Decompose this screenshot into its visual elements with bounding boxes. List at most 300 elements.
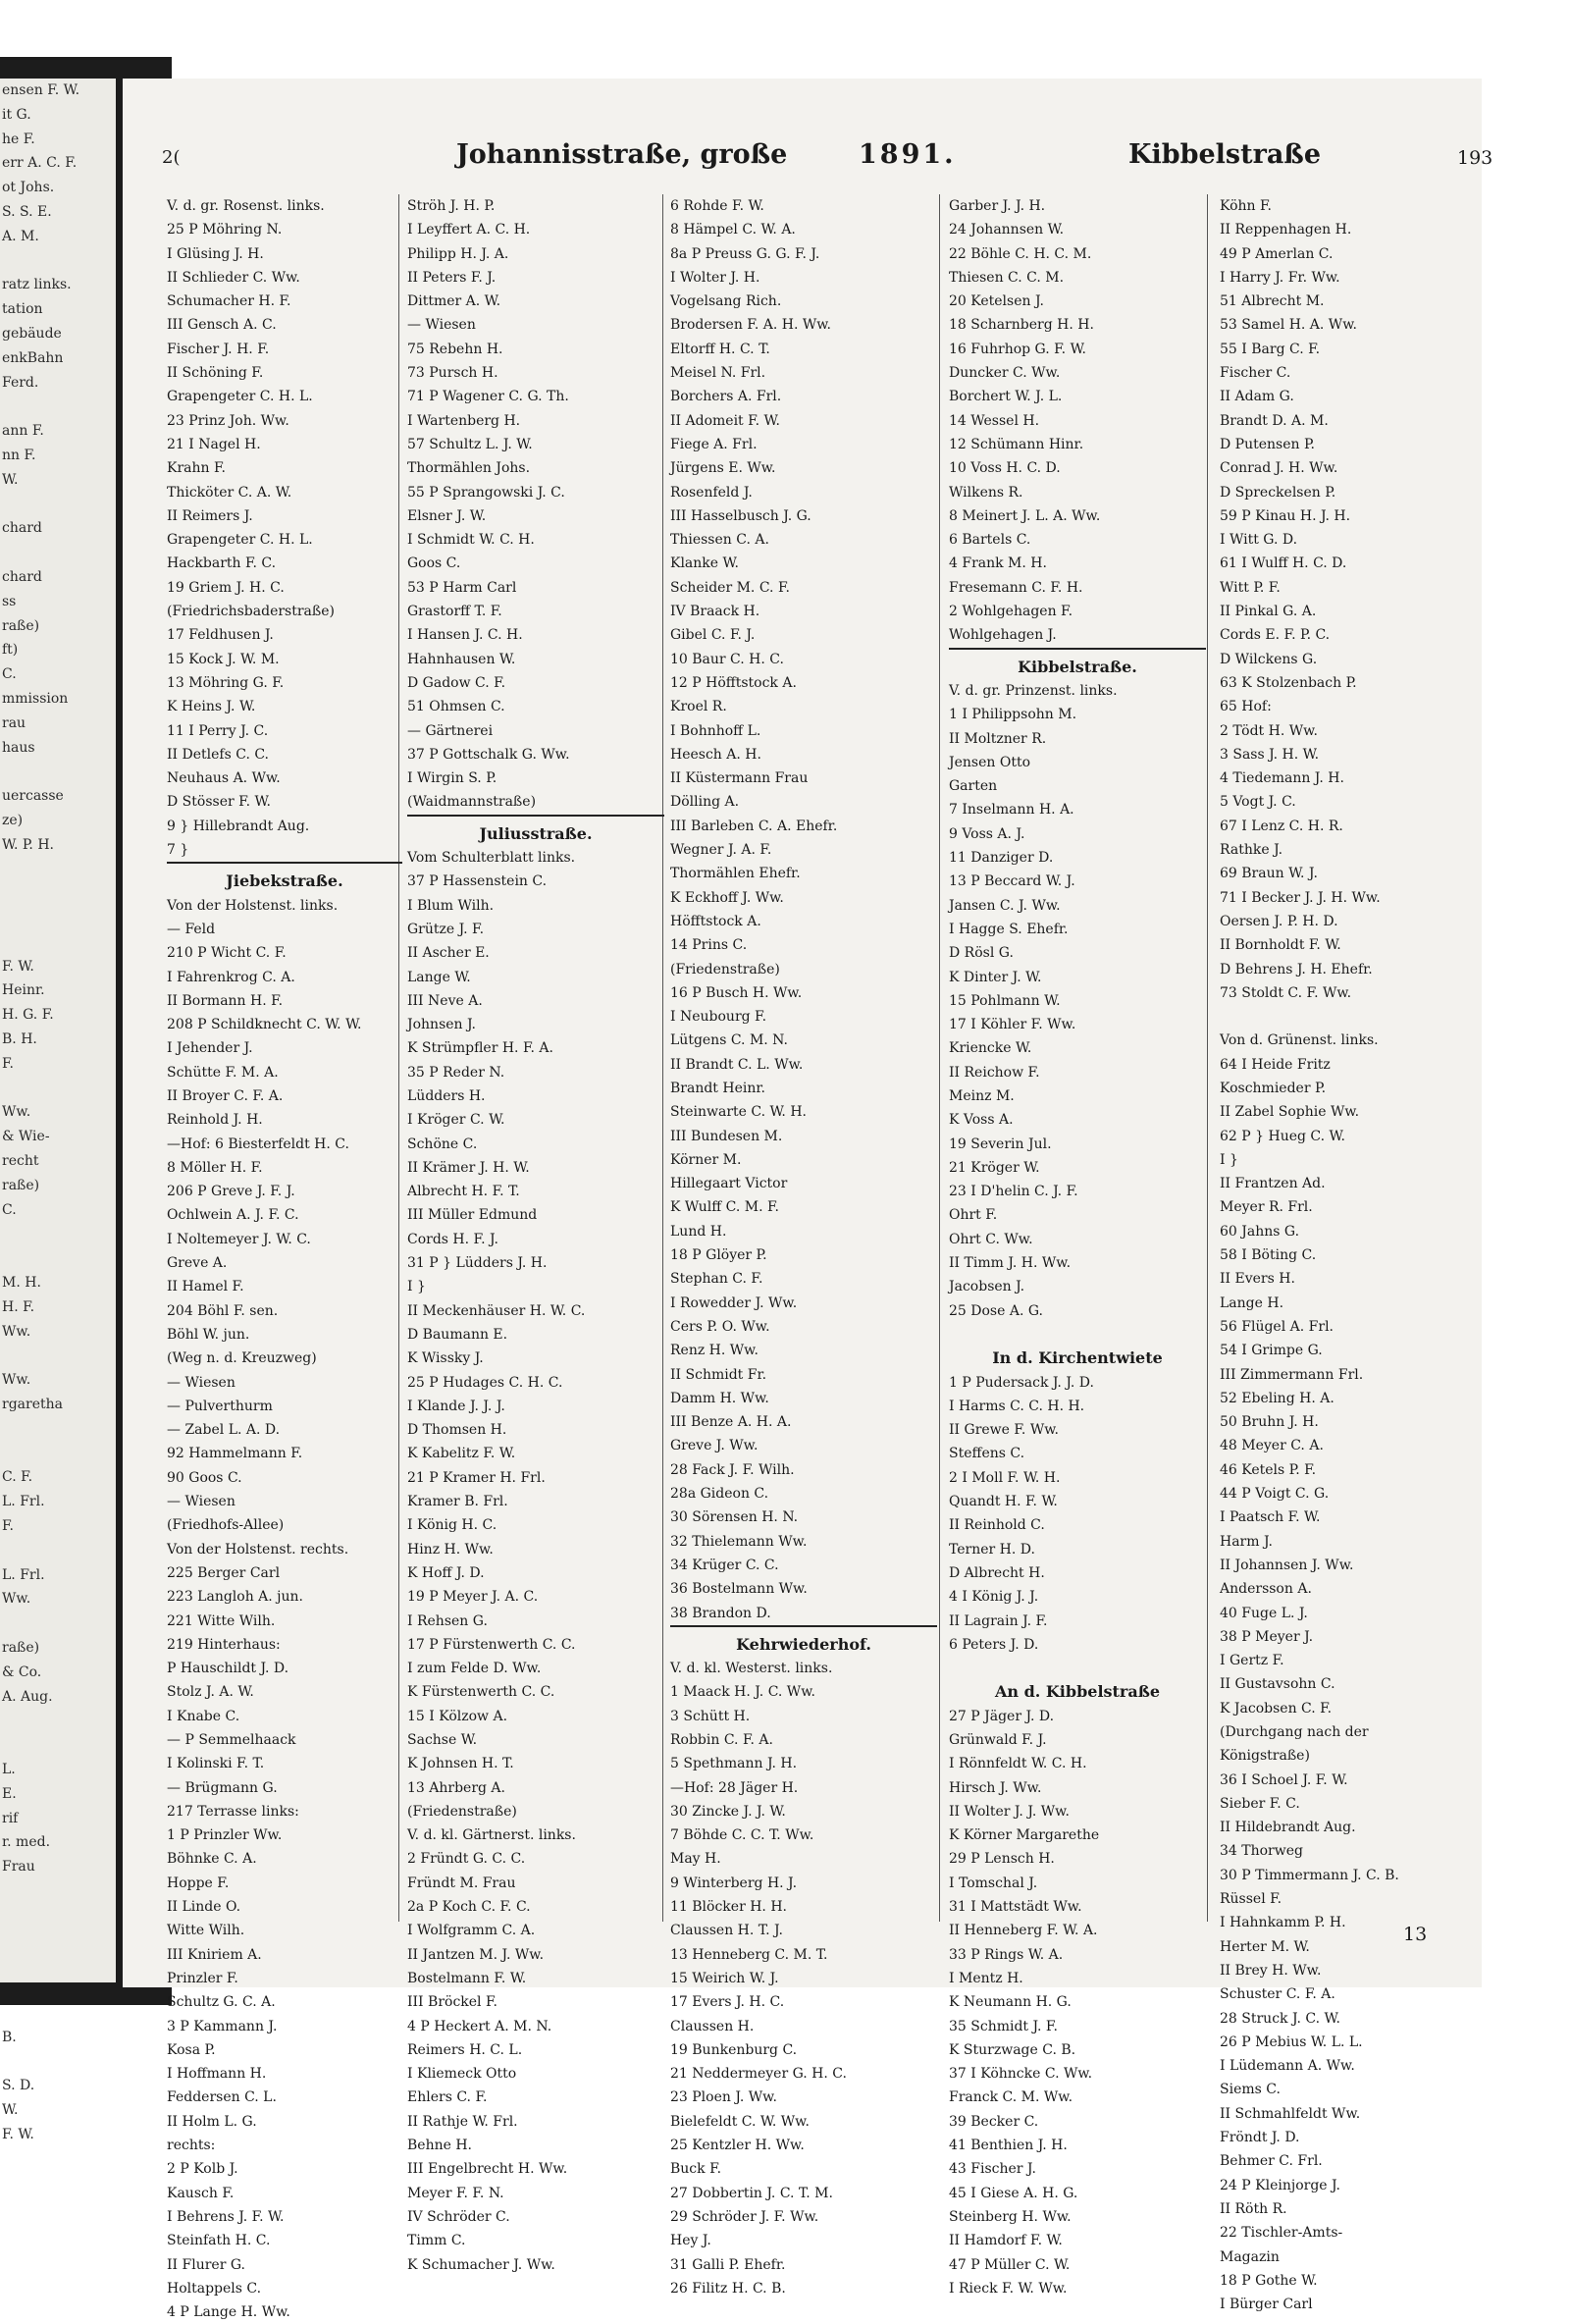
- directory-entry: 208 P Schildknecht C. W. W.: [167, 1017, 362, 1033]
- directory-entry: 49 P Amerlan C.: [1220, 245, 1334, 262]
- directory-entry: 2 Fründt G. C. C.: [407, 1851, 526, 1868]
- directory-entry: I Hansen J. C. H.: [407, 627, 523, 644]
- directory-entry: Buck F.: [670, 2161, 722, 2178]
- directory-entry: 25 Kentzler H. Ww.: [670, 2138, 805, 2154]
- prev-page-line: [0, 1977, 116, 2001]
- directory-entry: III Hasselbusch J. G.: [670, 507, 811, 524]
- directory-entry: Lange W.: [407, 969, 471, 985]
- directory-entry: 29 Schröder J. F. Ww.: [670, 2208, 819, 2225]
- directory-entry: Fiege A. Frl.: [670, 436, 758, 452]
- prev-page-line: [0, 1246, 116, 1271]
- directory-entry: I Neubourg F.: [670, 1009, 767, 1026]
- prev-page-line: r. med.: [2, 1834, 51, 1851]
- directory-entry: Harm J.: [1220, 1533, 1273, 1550]
- directory-entry: 19 P Meyer J. A. C.: [407, 1589, 539, 1606]
- directory-entry: 48 Meyer C. A.: [1220, 1438, 1324, 1454]
- directory-entry: I Gertz F.: [1220, 1653, 1284, 1669]
- directory-entry: 4 Frank M. H.: [949, 555, 1047, 572]
- directory-entry: 7 Inselmann H. A.: [949, 802, 1074, 819]
- prev-page-line: [0, 1928, 116, 1953]
- directory-entry: 54 I Grimpe G.: [1220, 1343, 1323, 1359]
- directory-entry: II Brandt C. L. Ww.: [670, 1056, 804, 1073]
- directory-entry: I Kröger C. W.: [407, 1112, 505, 1129]
- prev-page-line: & Co.: [2, 1664, 42, 1680]
- directory-entry: 25 P Hudages C. H. C.: [407, 1374, 563, 1391]
- directory-entry: II Hamdorf F. W.: [949, 2233, 1063, 2249]
- directory-entry: Garber J. J. H.: [949, 198, 1046, 214]
- directory-entry: III Bundesen M.: [670, 1128, 783, 1144]
- prev-page-line: L. Frl.: [2, 1494, 45, 1510]
- prev-page-line: [0, 906, 116, 930]
- directory-entry: Hey J.: [670, 2233, 711, 2249]
- directory-entry: 219 Hinterhaus:: [167, 1636, 281, 1653]
- directory-entry: (Friedrichsbaderstraße): [167, 604, 336, 620]
- directory-entry: Grapengeter C. H. L.: [167, 389, 313, 405]
- prev-page-line: raße): [2, 1640, 40, 1656]
- directory-entry: 17 I Köhler F. Ww.: [949, 1017, 1076, 1033]
- directory-entry: Bielefeldt C. W. Ww.: [670, 2113, 810, 2130]
- directory-entry: II Pinkal G. A.: [1220, 604, 1317, 620]
- directory-entry: Jürgens E. Ww.: [670, 460, 776, 477]
- directory-entry: 15 Pohlmann W.: [949, 992, 1061, 1009]
- directory-entry: III Benze A. H. A.: [670, 1414, 792, 1431]
- directory-entry: I Wirgin S. P.: [407, 770, 497, 787]
- prev-page-line: err A. C. F.: [2, 155, 78, 172]
- prev-page-line: [0, 1879, 116, 1904]
- directory-entry: 3 Sass J. H. W.: [1220, 746, 1320, 763]
- directory-entry: Reimers H. C. L.: [407, 2041, 523, 2058]
- directory-entry: Brodersen F. A. H. Ww.: [670, 317, 832, 334]
- directory-entry: Feddersen C. L.: [167, 2089, 277, 2106]
- directory-entry: 55 P Sprangowski J. C.: [407, 484, 565, 501]
- directory-entry: Thiesen C. C. M.: [949, 269, 1065, 286]
- directory-entry: 63 K Stolzenbach P.: [1220, 674, 1357, 691]
- directory-entry: 31 Galli P. Ehefr.: [670, 2256, 786, 2273]
- directory-entry: I Wartenberg H.: [407, 412, 521, 429]
- directory-entry: 23 Ploen J. Ww.: [670, 2089, 777, 2106]
- directory-entry: 4 Tiedemann J. H.: [1220, 770, 1344, 787]
- directory-entry: — Zabel L. A. D.: [167, 1422, 281, 1439]
- directory-entry: (Waidmannstraße): [407, 794, 537, 811]
- directory-entry: I Tomschal J.: [949, 1875, 1038, 1891]
- directory-entry: Schuster C. F. A.: [1220, 1986, 1335, 2003]
- directory-entry: Kroel R.: [670, 699, 727, 715]
- directory-entry: D Rösl G.: [949, 945, 1014, 962]
- directory-entry: Klanke W.: [670, 555, 739, 572]
- directory-entry: 217 Terrasse links:: [167, 1803, 299, 1820]
- directory-entry: II Schmidt Fr.: [670, 1366, 767, 1383]
- directory-entry: Brandt Heinr.: [670, 1080, 765, 1096]
- directory-entry: Oersen J. P. H. D.: [1220, 913, 1338, 929]
- directory-entry: Böhnke C. A.: [167, 1851, 257, 1868]
- directory-entry: Lund H.: [670, 1223, 727, 1240]
- directory-entry: II Schmahlfeldt Ww.: [1220, 2105, 1361, 2122]
- directory-entry: 73 Pursch H.: [407, 365, 498, 382]
- directory-entry: III Neve A.: [407, 992, 483, 1009]
- directory-entry: 25 P Möhring N.: [167, 222, 283, 238]
- prev-page-line: B.: [2, 2029, 17, 2045]
- directory-entry: II Grewe F. Ww.: [949, 1422, 1059, 1439]
- directory-entry: 14 Wessel H.: [949, 412, 1040, 429]
- directory-entry: 11 I Perry J. C.: [167, 722, 269, 739]
- prev-page-line: W.: [2, 2102, 19, 2119]
- directory-entry: II Peters F. J.: [407, 269, 497, 286]
- directory-entry: II Broyer C. F. A.: [167, 1087, 284, 1104]
- directory-entry: II Adam G.: [1220, 389, 1294, 405]
- street-heading: Juliusstraße.: [479, 823, 593, 843]
- directory-entry: Andersson A.: [1220, 1581, 1312, 1598]
- directory-entry: 69 Braun W. J.: [1220, 866, 1318, 882]
- street-heading: An d. Kibbelstraße: [994, 1682, 1161, 1702]
- directory-entry: Steinwarte C. W. H.: [670, 1104, 807, 1121]
- directory-entry: K Hoff J. D.: [407, 1564, 485, 1581]
- prev-page-line: tation: [2, 301, 43, 318]
- prev-page-line: raße): [2, 617, 40, 634]
- directory-entry: 24 P Kleinjorge J.: [1220, 2177, 1340, 2193]
- directory-entry: K Eckhoff J. Ww.: [670, 889, 784, 906]
- directory-entry: Goos C.: [407, 555, 461, 572]
- directory-entry: 20 Ketelsen J.: [949, 293, 1044, 310]
- directory-entry: D Putensen P.: [1220, 436, 1316, 452]
- page-number-left: 2(: [162, 147, 181, 168]
- directory-entry: 2 P Kolb J.: [167, 2161, 238, 2178]
- directory-entry: Koschmieder P.: [1220, 1080, 1327, 1096]
- directory-entry: II Brey H. Ww.: [1220, 1962, 1322, 1979]
- directory-entry: Lange H.: [1220, 1294, 1284, 1311]
- directory-entry: Meyer F. F. N.: [407, 2185, 504, 2201]
- directory-entry: 31 P } Lüdders J. H.: [407, 1255, 548, 1272]
- directory-entry: 8 Meinert J. L. A. Ww.: [949, 507, 1101, 524]
- directory-entry: D Stösser F. W.: [167, 794, 271, 811]
- directory-entry: K Jacobsen C. F.: [1220, 1700, 1333, 1717]
- directory-entry: Höfftstock A.: [670, 913, 761, 929]
- directory-entry: Borchert W. J. L.: [949, 389, 1063, 405]
- prev-page-line: A. Aug.: [2, 1688, 53, 1705]
- directory-entry: — Brügmann G.: [167, 1779, 278, 1796]
- prev-page-line: chard: [2, 520, 42, 537]
- directory-entry: 64 I Heide Fritz: [1220, 1056, 1331, 1073]
- directory-entry: Stephan C. F.: [670, 1271, 763, 1288]
- prev-page-line: it G.: [2, 106, 31, 123]
- directory-entry: I Bürger Carl: [1220, 2297, 1313, 2313]
- directory-entry: Hinz H. Ww.: [407, 1541, 494, 1558]
- directory-entry: II Holm L. G.: [167, 2113, 257, 2130]
- page-number-right: 193: [1457, 147, 1493, 169]
- directory-entry: K Dinter J. W.: [949, 969, 1042, 985]
- directory-entry: 51 Albrecht M.: [1220, 293, 1325, 310]
- directory-entry: May H.: [670, 1851, 721, 1868]
- directory-entry: Rüssel F.: [1220, 1891, 1282, 1908]
- directory-entry: 1 I Philippsohn M.: [949, 707, 1077, 723]
- prev-page-line: haus: [2, 739, 35, 756]
- directory-entry: I Jehender J.: [167, 1040, 253, 1057]
- directory-entry: Thormählen Ehefr.: [670, 866, 801, 882]
- directory-entry: K Heins J. W.: [167, 699, 256, 715]
- directory-entry: Körner M.: [670, 1151, 742, 1168]
- directory-entry: I Leyffert A. C. H.: [407, 222, 531, 238]
- directory-entry: 92 Hammelmann F.: [167, 1446, 303, 1462]
- directory-entry: II Reinhold C.: [949, 1517, 1045, 1534]
- directory-entry: Bostelmann F. W.: [407, 1970, 527, 1986]
- directory-entry: [949, 1323, 1206, 1347]
- prev-page-line: chard: [2, 568, 42, 585]
- directory-entry: (Friedenstraße): [670, 961, 780, 977]
- prev-page-line: enkBahn: [2, 349, 64, 366]
- directory-entry: 15 I Kölzow A.: [407, 1708, 508, 1724]
- directory-entry: 26 Filitz H. C. B.: [670, 2280, 786, 2297]
- directory-entry: 28a Gideon C.: [670, 1486, 769, 1503]
- directory-entry: (Weg n. d. Kreuzweg): [167, 1350, 317, 1367]
- directory-entry: I Rieck F. W. Ww.: [949, 2280, 1068, 2297]
- directory-entry: 12 Schümann Hinr.: [949, 436, 1084, 452]
- prev-page-line: Heinr.: [2, 982, 45, 999]
- directory-entry: Prinzler F.: [167, 1970, 238, 1986]
- directory-entry: 35 Schmidt J. F.: [949, 2018, 1058, 2034]
- prev-page-line: C.: [2, 666, 17, 683]
- directory-entry: 32 Thielemann Ww.: [670, 1533, 808, 1550]
- directory-entry: IV Braack H.: [670, 604, 760, 620]
- directory-entry: — Wiesen: [407, 317, 476, 334]
- directory-entry: II Evers H.: [1220, 1271, 1295, 1288]
- directory-entry: Von d. Grünenst. links.: [1220, 1032, 1379, 1049]
- prev-page-line: F.: [2, 1518, 14, 1535]
- column-2: [167, 194, 402, 2321]
- directory-entry: 38 P Meyer J.: [1220, 1628, 1314, 1645]
- directory-entry: Dölling A.: [670, 794, 740, 811]
- directory-entry: K Wissky J.: [407, 1350, 484, 1367]
- directory-entry: Sachse W.: [407, 1732, 478, 1748]
- directory-entry: II Henneberg F. W. A.: [949, 1923, 1098, 1939]
- directory-entry: (Friedenstraße): [407, 1803, 517, 1820]
- prev-page-line: [0, 493, 116, 517]
- directory-entry: 35 P Reder N.: [407, 1064, 505, 1081]
- directory-entry: 45 I Giese A. H. G.: [949, 2185, 1078, 2201]
- prev-page-line: H. F.: [2, 1298, 35, 1315]
- directory-entry: III Müller Edmund: [407, 1207, 538, 1224]
- directory-entry: II Adomeit F. W.: [670, 412, 780, 429]
- directory-entry: II Schöning F.: [167, 365, 264, 382]
- prev-page-line: B. H.: [2, 1031, 37, 1048]
- directory-entry: — Gärtnerei: [407, 722, 494, 739]
- prev-page-line: Frau: [2, 1859, 35, 1875]
- directory-entry: Schöne C.: [407, 1136, 478, 1152]
- directory-entry: I Wolter J. H.: [670, 269, 760, 286]
- directory-entry: I }: [407, 1279, 426, 1295]
- directory-entry: Jacobsen J.: [949, 1279, 1025, 1295]
- directory-entry: 22 Tischler-Amts-: [1220, 2225, 1343, 2242]
- directory-entry: Hackbarth F. C.: [167, 555, 277, 572]
- directory-entry: 17 Feldhusen J.: [167, 627, 274, 644]
- directory-entry: 59 P Kinau H. J. H.: [1220, 507, 1351, 524]
- running-header: [162, 139, 1493, 183]
- directory-entry: Terner H. D.: [949, 1541, 1035, 1558]
- directory-entry: Hillegaart Victor: [670, 1176, 788, 1192]
- directory-entry: Meisel N. Frl.: [670, 365, 766, 382]
- directory-entry: 22 Böhle C. H. C. M.: [949, 245, 1092, 262]
- directory-entry: 13 P Beccard W. J.: [949, 873, 1075, 890]
- directory-entry: Meyer R. Frl.: [1220, 1199, 1313, 1216]
- prev-page-line: [0, 1077, 116, 1101]
- directory-entry: 9 } Hillebrandt Aug.: [167, 818, 310, 834]
- directory-entry: Quandt H. F. W.: [949, 1494, 1058, 1510]
- prev-page-line: [0, 760, 116, 784]
- directory-entry: 13 Henneberg C. M. T.: [670, 1946, 828, 1963]
- directory-entry: 23 I D'helin C. J. F.: [949, 1184, 1078, 1200]
- prev-page-line: ot Johs.: [2, 180, 55, 196]
- section-rule: [949, 648, 1206, 656]
- prev-page-line: Ww.: [2, 1372, 31, 1389]
- year-label: 1891.: [859, 139, 957, 170]
- directory-entry: 10 Voss H. C. D.: [949, 460, 1061, 477]
- directory-entry: 40 Fuge L. J.: [1220, 1605, 1308, 1621]
- directory-entry: K Voss A.: [949, 1112, 1014, 1129]
- directory-entry: 17 P Fürstenwerth C. C.: [407, 1636, 576, 1653]
- directory-entry: I Hoffmann H.: [167, 2066, 267, 2083]
- directory-entry: 67 I Lenz C. H. R.: [1220, 818, 1343, 834]
- prev-page-line: ss: [2, 593, 17, 609]
- directory-entry: 17 Evers J. H. C.: [670, 1994, 785, 2011]
- prev-page-line: [0, 541, 116, 565]
- directory-entry: —Hof: 6 Biesterfeldt H. C.: [167, 1136, 349, 1152]
- directory-entry: II Krämer J. H. W.: [407, 1159, 530, 1176]
- directory-entry: 4 P Lange H. Ww.: [167, 2304, 290, 2321]
- directory-entry: 33 P Rings W. A.: [949, 1946, 1064, 1963]
- prev-page-line: uercasse: [2, 788, 64, 805]
- directory-entry: I Klande J. J. J.: [407, 1398, 505, 1414]
- section-rule: [407, 815, 664, 822]
- directory-entry: 2a P Koch C. F. C.: [407, 1899, 531, 1916]
- prev-page-line: [0, 1733, 116, 1758]
- directory-entry: 15 Kock J. W. M.: [167, 651, 280, 667]
- directory-entry: 4 I König J. J.: [949, 1589, 1039, 1606]
- directory-entry: I }: [1220, 1151, 1238, 1168]
- directory-entry: I Glüsing J. H.: [167, 245, 264, 262]
- directory-entry: 21 Neddermeyer G. H. C.: [670, 2066, 847, 2083]
- directory-entry: K Kabelitz F. W.: [407, 1446, 516, 1462]
- directory-entry: Fresemann C. F. H.: [949, 579, 1083, 596]
- directory-entry: — Wiesen: [167, 1374, 236, 1391]
- directory-entry: 11 Blöcker H. H.: [670, 1899, 787, 1916]
- directory-entry: 37 P Gottschalk G. Ww.: [407, 746, 570, 763]
- prev-page-line: [0, 1344, 116, 1368]
- directory-entry: Reinhold J. H.: [167, 1112, 263, 1129]
- directory-entry: 21 Kröger W.: [949, 1159, 1040, 1176]
- directory-entry: P Hauschildt J. D.: [167, 1661, 289, 1677]
- directory-entry: II Johannsen J. Ww.: [1220, 1557, 1354, 1573]
- directory-entry: —Hof: 28 Jäger H.: [670, 1779, 799, 1796]
- directory-entry: Ströh J. H. P.: [407, 198, 496, 214]
- directory-entry: 51 Ohmsen C.: [407, 699, 505, 715]
- directory-entry: Claussen H.: [670, 2018, 755, 2034]
- directory-entry: 34 Krüger C. C.: [670, 1557, 779, 1573]
- directory-entry: D Wilckens G.: [1220, 651, 1318, 667]
- directory-entry: [1220, 1005, 1473, 1029]
- directory-entry: IV Schröder C.: [407, 2208, 510, 2225]
- directory-entry: Greve J. Ww.: [670, 1438, 759, 1454]
- prev-page-line: W. P. H.: [2, 836, 54, 853]
- directory-entry: II Lagrain J. F.: [949, 1612, 1048, 1629]
- directory-entry: 46 Ketels P. F.: [1220, 1461, 1317, 1478]
- directory-entry: II Timm J. H. Ww.: [949, 1255, 1072, 1272]
- directory-entry: K Sturzwage C. B.: [949, 2041, 1076, 2058]
- prev-page-line: [0, 2001, 116, 2026]
- directory-entry: 60 Jahns G.: [1220, 1223, 1300, 1240]
- directory-entry: II Detlefs C. C.: [167, 746, 270, 763]
- directory-entry: Renz H. Ww.: [670, 1343, 759, 1359]
- directory-entry: I Noltemeyer J. W. C.: [167, 1231, 311, 1247]
- directory-entry: 58 I Böting C.: [1220, 1247, 1317, 1264]
- prev-page-line: ann F.: [2, 423, 44, 440]
- directory-entry: I Paatsch F. W.: [1220, 1509, 1321, 1526]
- directory-entry: Behne H.: [407, 2138, 473, 2154]
- directory-entry: Philipp H. J. A.: [407, 245, 509, 262]
- directory-entry: 43 Fischer J.: [949, 2161, 1036, 2178]
- directory-entry: II Zabel Sophie Ww.: [1220, 1104, 1360, 1121]
- directory-entry: 23 Prinz Joh. Ww.: [167, 412, 289, 429]
- directory-entry: Rosenfeld J.: [670, 484, 753, 501]
- directory-entry: Hoppe F.: [167, 1875, 230, 1891]
- directory-entry: Grütze J. F.: [407, 921, 485, 937]
- prev-page-line: nn F.: [2, 447, 36, 463]
- prev-page-line: C.: [2, 1201, 17, 1218]
- directory-entry: 39 Becker C.: [949, 2113, 1039, 2130]
- directory-entry: D Gadow C. F.: [407, 674, 506, 691]
- directory-entry: 65 Hof:: [1220, 699, 1272, 715]
- directory-entry: I Bohnhoff L.: [670, 722, 761, 739]
- directory-entry: II Schlieder C. Ww.: [167, 269, 300, 286]
- directory-entry: Cords E. F. P. C.: [1220, 627, 1331, 644]
- directory-entry: II Rathje W. Frl.: [407, 2113, 518, 2130]
- directory-entry: Fischer C.: [1220, 365, 1291, 382]
- directory-entry: K Neumann H. G.: [949, 1994, 1072, 2011]
- directory-entry: Böhl W. jun.: [167, 1326, 250, 1343]
- directory-entry: Königstraße): [1220, 1748, 1310, 1765]
- directory-entry: I Harry J. Fr. Ww.: [1220, 269, 1340, 286]
- directory-entry: III Zimmermann Frl.: [1220, 1366, 1364, 1383]
- directory-entry: Holtappels C.: [167, 2280, 262, 2297]
- column-5: [949, 194, 1206, 2297]
- directory-entry: 41 Benthien J. H.: [949, 2138, 1068, 2154]
- directory-entry: 25 Dose A. G.: [949, 1302, 1043, 1319]
- directory-entry: 14 Prins C.: [670, 937, 748, 954]
- directory-entry: 18 P Gothe W.: [1220, 2272, 1318, 2289]
- directory-entry: Gibel C. F. J.: [670, 627, 756, 644]
- directory-entry: D Baumann E.: [407, 1326, 508, 1343]
- directory-entry: Elsner J. W.: [407, 507, 487, 524]
- directory-entry: Sieber F. C.: [1220, 1795, 1300, 1812]
- prev-page-line: ft): [2, 642, 19, 659]
- prev-page-line: [0, 1952, 116, 1977]
- column-3: [407, 194, 664, 2273]
- directory-entry: 71 P Wagener C. G. Th.: [407, 389, 569, 405]
- previous-page-strip: [0, 79, 116, 2142]
- directory-entry: Schumacher H. F.: [167, 293, 291, 310]
- directory-entry: I Harms C. C. H. H.: [949, 1398, 1085, 1414]
- directory-entry: 225 Berger Carl: [167, 1564, 281, 1581]
- directory-entry: I Rehsen G.: [407, 1612, 488, 1629]
- directory-entry: Franck C. M. Ww.: [949, 2089, 1073, 2106]
- prev-page-line: [0, 2050, 116, 2075]
- directory-entry: 13 Möhring G. F.: [167, 674, 285, 691]
- directory-entry: 56 Flügel A. Frl.: [1220, 1318, 1334, 1335]
- directory-entry: 3 P Kammann J.: [167, 2018, 278, 2034]
- directory-entry: Magazin: [1220, 2248, 1280, 2265]
- directory-entry: 7 Böhde C. C. T. Ww.: [670, 1827, 814, 1844]
- prev-page-line: L. Frl.: [2, 1566, 45, 1583]
- directory-entry: II Reppenhagen H.: [1220, 222, 1352, 238]
- directory-entry: 73 Stoldt C. F. Ww.: [1220, 984, 1352, 1001]
- directory-entry: Lütgens C. M. N.: [670, 1032, 788, 1049]
